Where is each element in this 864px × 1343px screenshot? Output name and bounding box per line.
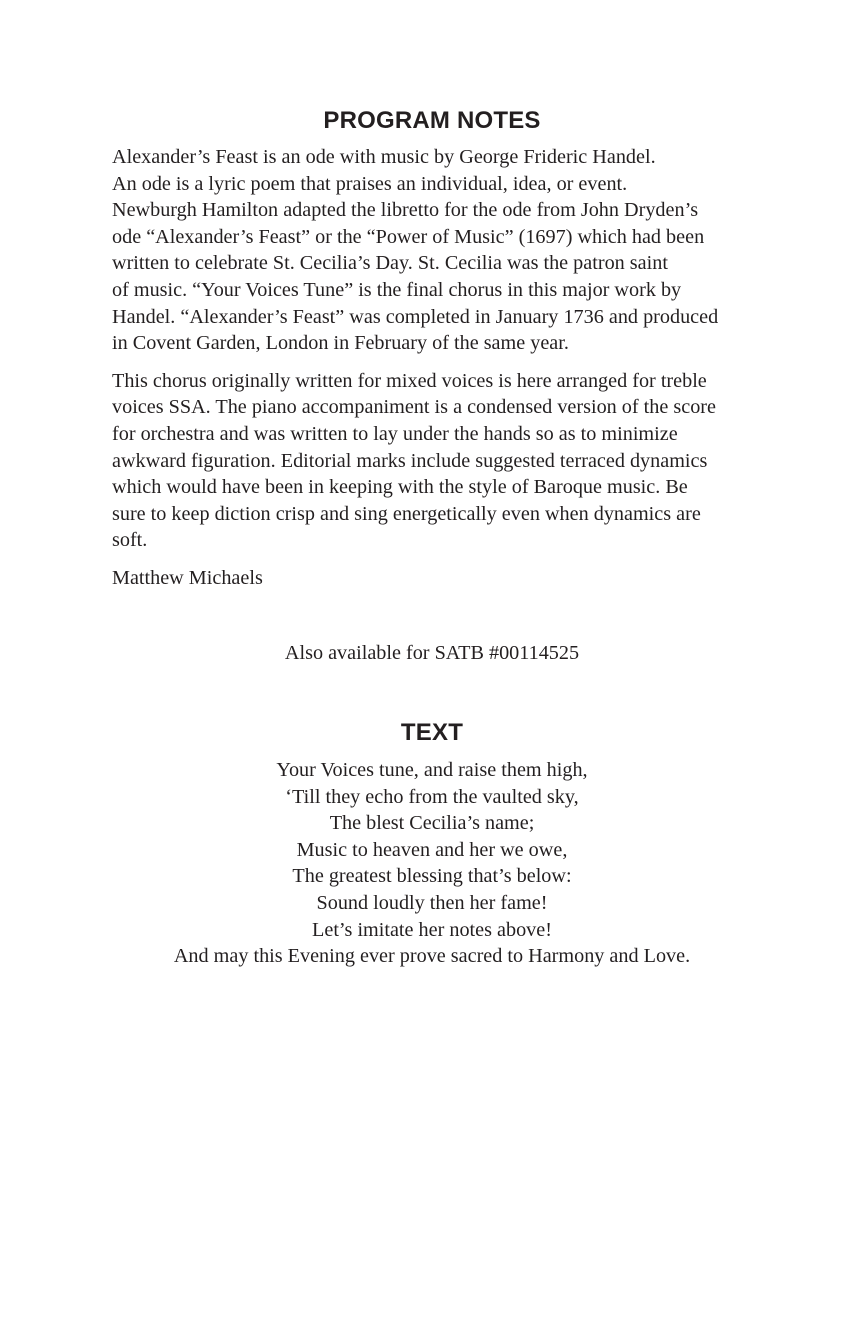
paragraph-line: in Covent Garden, London in February of the same year. [112, 332, 569, 355]
paragraph-line: Handel. “Alexander’s Feast” was completed in January 1736 and produced [112, 305, 719, 328]
lyric-line: The greatest blessing that’s below: [292, 865, 572, 888]
paragraph-line: written to celebrate St. Cecilia’s Day. St. Cecilia was the patron saint [112, 252, 668, 275]
paragraph-line: which would have been in keeping with the style of Baroque music. Be [112, 476, 688, 499]
program-notes-heading: PROGRAM NOTES [323, 107, 541, 134]
lyrics-text [0, 757, 864, 970]
lyric-line: ‘Till they echo from the vaulted sky, [285, 785, 579, 808]
paragraph-line: ode “Alexander’s Feast” or the “Power of Music” (1697) which had been [112, 225, 705, 248]
program-notes-body [112, 144, 762, 603]
program-notes-paragraph-1 [112, 144, 762, 357]
paragraph-line: Newburgh Hamilton adapted the libretto for the ode from John Dryden’s [112, 199, 699, 222]
paragraph-line: soft. [112, 529, 148, 552]
program-notes-author: Matthew Michaels [112, 566, 263, 589]
paragraph-line: An ode is a lyric poem that praises an individual, idea, or event. [112, 172, 628, 195]
lyric-line: And may this Evening ever prove sacred to Harmony and Love. [173, 945, 691, 968]
paragraph-line: for orchestra and was written to lay under the hands so as to minimize [112, 422, 678, 445]
paragraph-line: awkward figuration. Editorial marks include suggested terraced dynamics [112, 449, 708, 472]
lyric-line: Music to heaven and her we owe, [296, 838, 568, 861]
paragraph-line: Alexander’s Feast is an ode with music by George Frideric Handel. [112, 146, 656, 168]
lyric-line: Let’s imitate her notes above! [312, 918, 552, 941]
lyric-line: Sound loudly then her fame! [316, 891, 548, 914]
paragraph-line: sure to keep diction crisp and sing energetically even when dynamics are [112, 502, 701, 525]
paragraph-line: of music. “Your Voices Tune” is the final chorus in this major work by [112, 278, 682, 301]
lyric-line: The blest Cecilia’s name; [329, 812, 535, 835]
lyric-line: Your Voices tune, and raise them high, [276, 759, 588, 781]
also-available-note: Also available for SATB #00114525 [284, 642, 580, 664]
program-notes-paragraph-2 [112, 368, 762, 554]
paragraph-line: voices SSA. The piano accompaniment is a condensed version of the score [112, 396, 716, 419]
paragraph-line: This chorus originally written for mixed voices is here arranged for treble [112, 369, 707, 392]
text-heading: TEXT [400, 719, 464, 746]
